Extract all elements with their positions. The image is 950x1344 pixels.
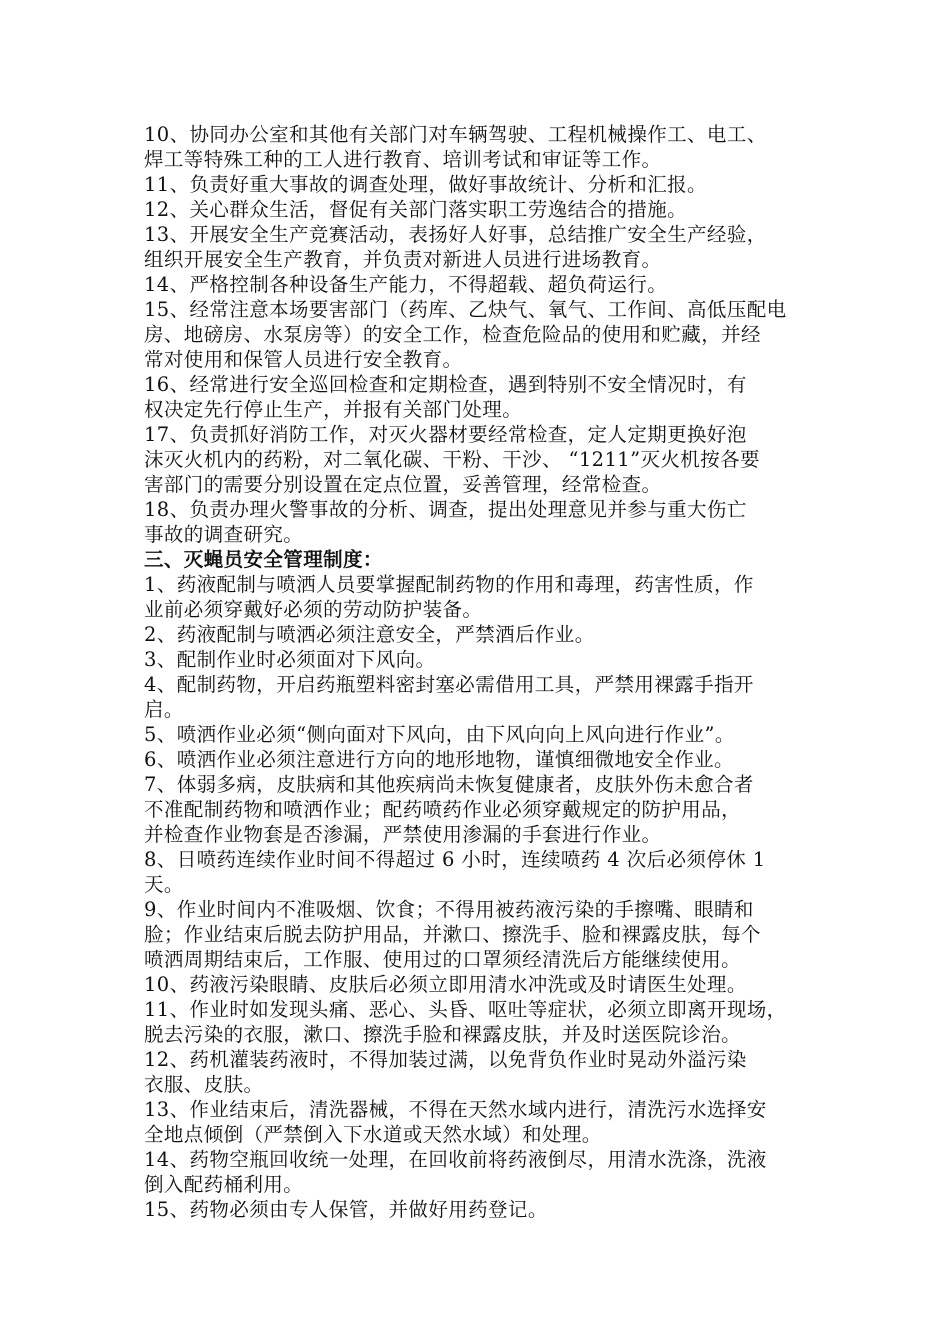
- text-line: 18、负责办理火警事故的分析、调查，提出处理意见并参与重大伤亡: [144, 498, 747, 521]
- text-line: 房、地磅房、水泵房等）的安全工作，检查危险品的使用和贮藏，并经: [144, 323, 761, 346]
- text-line: 衣服、皮肤。: [144, 1073, 264, 1096]
- text-line: 10、协同办公室和其他有关部门对车辆驾驶、工程机械操作工、电工、: [144, 123, 767, 146]
- text-line: 2、药液配制与喷洒必须注意安全，严禁酒后作业。: [144, 623, 595, 646]
- text-line: 组织开展安全生产教育，并负责对新进人员进行进场教育。: [144, 248, 662, 271]
- text-line: 10、药液污染眼睛、皮肤后必须立即用清水冲洗或及时请医生处理。: [144, 973, 747, 996]
- text-line: 启。: [144, 698, 184, 721]
- text-line: 3、配制作业时必须面对下风向。: [144, 648, 436, 671]
- text-line: 7、体弱多病，皮肤病和其他疾病尚未恢复健康者，皮肤外伤未愈合者: [144, 773, 754, 796]
- text-line: 全地点倾倒（严禁倒入下水道或天然水域）和处理。: [144, 1123, 602, 1146]
- text-line: 16、经常进行安全巡回检查和定期检查，遇到特别不安全情况时，有: [144, 373, 747, 396]
- text-line: 9、作业时间内不准吸烟、饮食；不得用被药液污染的手擦嘴、眼睛和: [144, 898, 754, 921]
- text-line: 13、作业结束后，清洗器械，不得在天然水域内进行，清洗污水选择安: [144, 1098, 767, 1121]
- document-body: [144, 122, 808, 1222]
- text-line: 12、药机灌装药液时，不得加装过满，以免背负作业时晃动外溢污染: [144, 1048, 747, 1071]
- text-line: 权决定先行停止生产，并报有关部门处理。: [144, 398, 523, 421]
- text-line: 5、喷洒作业必须“侧向面对下风向，由下风向向上风向进行作业”。: [144, 723, 735, 746]
- text-line: 6、喷洒作业必须注意进行方向的地形地物，谨慎细微地安全作业。: [144, 748, 734, 771]
- text-line: 害部门的需要分别设置在定点位置，妥善管理，经常检查。: [144, 473, 662, 496]
- text-line: 13、开展安全生产竞赛活动，表扬好人好事，总结推广安全生产经验，: [144, 223, 767, 246]
- text-line: 倒入配药桶利用。: [144, 1173, 304, 1196]
- text-line: 焊工等特殊工种的工人进行教育、培训考试和审证等工作。: [144, 148, 662, 171]
- text-line: 11、作业时如发现头痛、恶心、头昏、呕吐等症状，必须立即离开现场，: [144, 998, 787, 1021]
- text-line: 15、经常注意本场要害部门（药库、乙炔气、氧气、工作间、高低压配电: [144, 298, 787, 321]
- text-line: 事故的调查研究。: [144, 523, 304, 546]
- text-line: 并检查作业物套是否渗漏，严禁使用渗漏的手套进行作业。: [144, 823, 662, 846]
- text-line: 沫灭火机内的药粉，对二氧化碳、干粉、干沙、 “1211”灭火机按各要: [144, 448, 760, 471]
- text-line: 17、负责抓好消防工作，对灭火器材要经常检查，定人定期更换好泡: [144, 423, 747, 446]
- text-line: 4、配制药物，开启药瓶塑料密封塞必需借用工具，严禁用裸露手指开: [144, 673, 754, 696]
- section-heading: 三、灭蝇员安全管理制度：: [144, 548, 383, 571]
- text-line: 业前必须穿戴好必须的劳动防护装备。: [144, 598, 483, 621]
- text-line: 天。: [144, 873, 184, 896]
- text-line: 11、负责好重大事故的调查处理，做好事故统计、分析和汇报。: [144, 173, 707, 196]
- text-line: 常对使用和保管人员进行安全教育。: [144, 348, 463, 371]
- text-line: 14、严格控制各种设备生产能力，不得超载、超负荷运行。: [144, 273, 668, 296]
- text-line: 1、药液配制与喷洒人员要掌握配制药物的作用和毒理，药害性质，作: [144, 573, 754, 596]
- text-line: 12、关心群众生活，督促有关部门落实职工劳逸结合的措施。: [144, 198, 688, 221]
- text-line: 8、日喷药连续作业时间不得超过 6 小时，连续喷药 4 次后必须停休 1: [144, 848, 766, 871]
- text-line: 14、药物空瓶回收统一处理，在回收前将药液倒尽，用清水洗涤，洗液: [144, 1148, 767, 1171]
- text-line: 喷洒周期结束后，工作服、使用过的口罩须经清洗后方能继续使用。: [144, 948, 742, 971]
- text-line: 脱去污染的衣服，漱口、擦洗手脸和裸露皮肤，并及时送医院诊治。: [144, 1023, 742, 1046]
- text-line: 不准配制药物和喷洒作业；配药喷药作业必须穿戴规定的防护用品，: [144, 798, 742, 821]
- text-line: 15、药物必须由专人保管，并做好用药登记。: [144, 1198, 548, 1221]
- text-line: 脸；作业结束后脱去防护用品，并漱口、擦洗手、脸和裸露皮肤，每个: [144, 923, 761, 946]
